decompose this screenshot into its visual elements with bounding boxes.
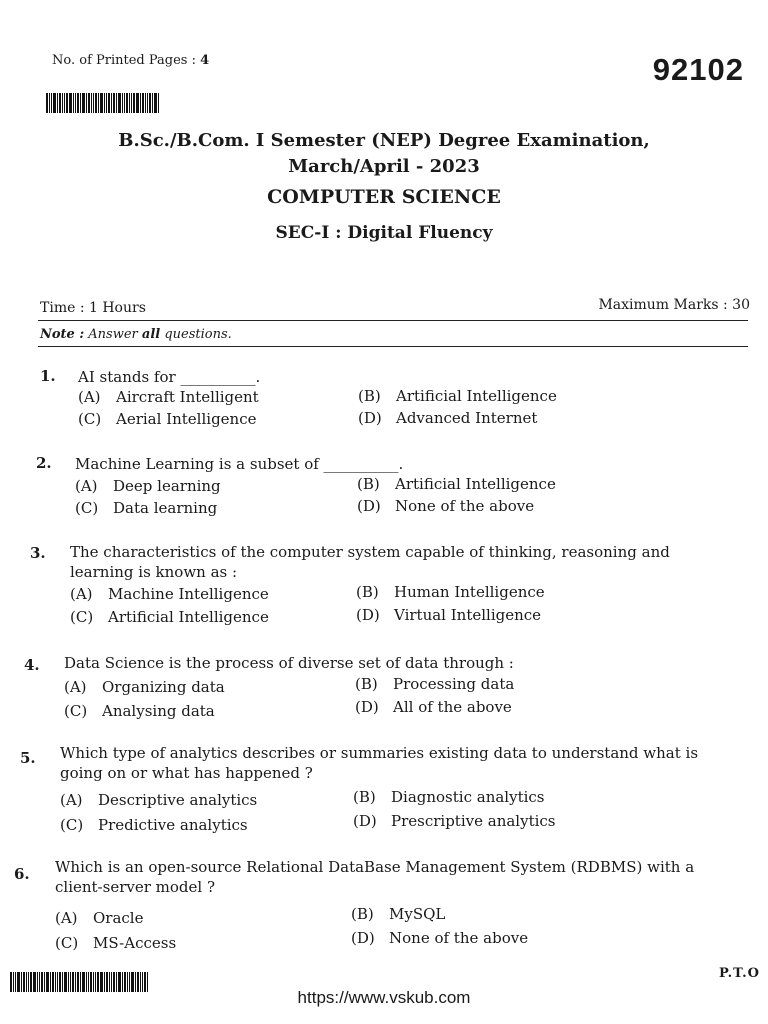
option-text: Deep learning (113, 477, 221, 495)
barcode-bar (57, 93, 58, 113)
option-text: Artificial Intelligence (395, 475, 556, 493)
option-label: (C) (60, 816, 84, 834)
option-d (356, 606, 541, 624)
option-text: Data learning (113, 499, 218, 517)
barcode-bar (154, 93, 157, 113)
option-text: Oracle (93, 909, 144, 927)
option-label: (C) (55, 934, 79, 952)
barcode-bar (104, 93, 105, 113)
barcode-bar (73, 93, 74, 113)
pto-label: P.T.O (719, 966, 760, 981)
option-text: Virtual Intelligence (394, 606, 542, 624)
question-number: 3. (30, 544, 46, 562)
barcode-bar (95, 93, 97, 113)
option-a (70, 585, 269, 603)
barcode-bar (149, 93, 151, 113)
barcode-bar (124, 93, 125, 113)
option-a (78, 388, 259, 406)
option-c (78, 410, 257, 428)
barcode-bar (86, 93, 87, 113)
option-text: None of the above (395, 497, 535, 515)
option-label: (D) (355, 698, 379, 716)
barcode-bar (116, 93, 117, 113)
option-text: Advanced Internet (396, 409, 538, 427)
question-number: 1. (40, 367, 56, 385)
barcode-bar (82, 93, 85, 113)
divider-bottom (38, 346, 748, 347)
question-text: Which type of analytics describes or summaries existing data to understand what is going on or what has happened ? (60, 744, 699, 782)
paper-code: 92102 (652, 52, 744, 87)
barcode-bar (142, 93, 144, 113)
option-c (55, 934, 176, 952)
option-label: (B) (353, 788, 376, 806)
barcode-bar (140, 93, 141, 113)
option-c (70, 608, 269, 626)
barcode-bar (91, 93, 92, 113)
time-label: Time : 1 Hours (40, 300, 146, 316)
option-d (357, 497, 534, 515)
barcode-bar (98, 93, 99, 113)
option-c (60, 816, 248, 834)
option-text: Descriptive analytics (98, 791, 258, 809)
barcode-bar (53, 93, 56, 113)
option-label: (D) (353, 812, 377, 830)
barcode-bar (122, 93, 123, 113)
source-url: https://www.vskub.com (297, 988, 471, 1007)
barcode-bar (131, 93, 132, 113)
barcode-bar (88, 93, 90, 113)
exam-title-line2: March/April - 2023 (288, 156, 480, 177)
question-text: Which is an open-source Relational DataBase Management System (RDBMS) with a client-server model ? (55, 858, 695, 896)
option-b (355, 675, 514, 693)
barcode-bar (133, 93, 135, 113)
subject-heading: COMPUTER SCIENCE (267, 186, 501, 208)
option-text: All of the above (393, 698, 512, 716)
barcode-bar (152, 93, 153, 113)
barcode-bar (51, 93, 52, 113)
note (40, 327, 232, 342)
option-label: (A) (78, 388, 101, 406)
option-text: Organizing data (102, 678, 225, 696)
max-marks-label: Maximum Marks : 30 (598, 297, 750, 313)
option-text: MySQL (389, 905, 446, 923)
option-label: (B) (355, 675, 378, 693)
barcode-bar (108, 93, 110, 113)
option-text: Prescriptive analytics (391, 812, 556, 830)
barcode-bar (49, 93, 50, 113)
note-bold: all (141, 327, 161, 342)
option-a (60, 791, 257, 809)
option-label: (B) (358, 387, 381, 405)
barcode-bar (111, 93, 112, 113)
barcode-bar (46, 93, 48, 113)
barcode-bar (118, 93, 121, 113)
option-text: None of the above (389, 929, 529, 947)
exam-title (0, 128, 768, 180)
option-d (355, 698, 512, 716)
barcode-bar (69, 93, 72, 113)
option-label: (A) (55, 909, 78, 927)
printed-pages (52, 53, 209, 68)
option-text: Analysing data (102, 702, 215, 720)
barcode-bar (93, 93, 94, 113)
option-label: (D) (358, 409, 382, 427)
option-d (351, 929, 528, 947)
barcode-bar (80, 93, 81, 113)
barcode-bar (59, 93, 61, 113)
option-a (64, 678, 225, 696)
note-post: questions. (164, 327, 232, 342)
question-text: The characteristics of the computer system capable of thinking, reasoning and learning is known as : (70, 543, 670, 581)
question-text: Data Science is the process of diverse set of data through : (64, 654, 514, 672)
option-d (353, 812, 556, 830)
option-label: (D) (356, 606, 380, 624)
note-label: Note : (40, 327, 85, 342)
barcode-bar (100, 93, 103, 113)
option-label: (C) (64, 702, 88, 720)
option-label: (A) (70, 585, 93, 603)
option-label: (A) (75, 477, 98, 495)
option-text: MS-Access (93, 934, 177, 952)
option-text: Aerial Intelligence (116, 410, 257, 428)
question-number: 2. (36, 454, 52, 472)
option-b (353, 788, 545, 806)
option-label: (A) (60, 791, 83, 809)
option-text: Human Intelligence (394, 583, 545, 601)
barcode-bar (75, 93, 76, 113)
option-b (351, 905, 445, 923)
barcode-bar (158, 93, 159, 113)
option-d (358, 409, 537, 427)
barcode-bar (145, 93, 146, 113)
exam-title-line1: B.Sc./B.Com. I Semester (NEP) Degree Examination, (118, 130, 650, 151)
paper-heading: SEC-I : Digital Fluency (275, 223, 493, 243)
option-text: Aircraft Intelligent (116, 388, 259, 406)
option-label: (B) (351, 905, 374, 923)
option-label: (B) (356, 583, 379, 601)
option-a (75, 477, 221, 495)
barcode-bar (129, 93, 130, 113)
question-number: 6. (14, 865, 30, 883)
barcode-top (46, 93, 160, 113)
option-a (55, 909, 144, 927)
barcode-bar (113, 93, 115, 113)
note-pre: Answer (88, 327, 138, 342)
option-label: (C) (70, 608, 94, 626)
printed-pages-label: No. of Printed Pages : (52, 53, 196, 68)
option-c (64, 702, 215, 720)
option-label: (D) (351, 929, 375, 947)
option-b (358, 387, 557, 405)
barcode-bar (62, 93, 63, 113)
option-b (356, 583, 545, 601)
option-text: Predictive analytics (98, 816, 248, 834)
printed-pages-value: 4 (200, 53, 210, 68)
question-number: 5. (20, 749, 36, 767)
barcode-bar (136, 93, 139, 113)
option-text: Processing data (393, 675, 515, 693)
option-label: (A) (64, 678, 87, 696)
question-text: AI stands for __________. (78, 368, 261, 386)
question-number: 4. (24, 656, 40, 674)
barcode-bar (147, 93, 148, 113)
option-text: Diagnostic analytics (391, 788, 545, 806)
option-text: Machine Intelligence (108, 585, 269, 603)
divider-top (38, 320, 748, 321)
barcode-bar (66, 93, 68, 113)
barcode-bar (126, 93, 128, 113)
option-text: Artificial Intelligence (108, 608, 269, 626)
option-label: (C) (75, 499, 99, 517)
question-text: Machine Learning is a subset of __________. (75, 455, 404, 473)
option-label: (C) (78, 410, 102, 428)
option-c (75, 499, 217, 517)
barcode-bar (64, 93, 65, 113)
option-label: (B) (357, 475, 380, 493)
barcode-bar (106, 93, 107, 113)
option-label: (D) (357, 497, 381, 515)
option-b (357, 475, 556, 493)
option-text: Artificial Intelligence (396, 387, 557, 405)
barcode-bar (77, 93, 79, 113)
